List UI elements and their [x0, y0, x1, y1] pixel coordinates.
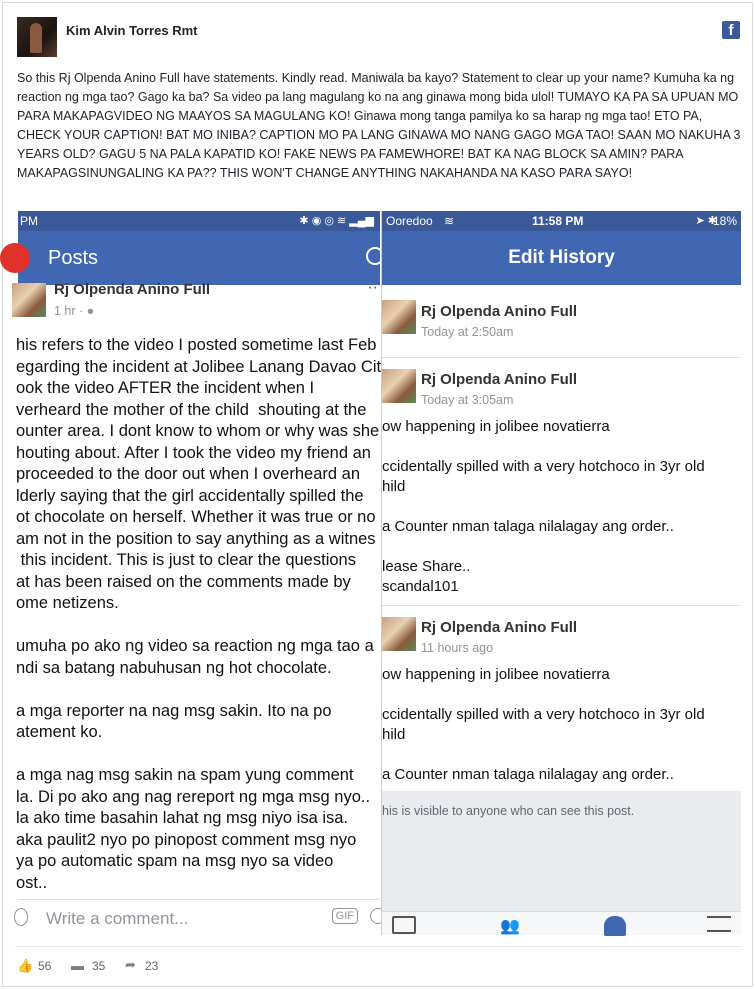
entry-time: Today at 3:05am — [421, 393, 514, 407]
entry-body: ow happening in jolibee novatierra ccidentally spilled with a very hotchoco in 3yr old hild a Counter nman talaga nilalagay ang order.. — [382, 666, 705, 783]
entry-author[interactable]: Rj Olpenda Anino Full — [421, 303, 578, 320]
wifi-icon: ≋ — [444, 214, 455, 228]
nav-bar — [382, 231, 741, 285]
status-icons: ✱ ◉ ◎ ≋ ▂▄▆ — [299, 215, 374, 227]
facebook-logo-icon[interactable]: f — [722, 21, 740, 39]
author-name[interactable]: Kim Alvin Torres Rmt — [66, 23, 198, 38]
entry-avatar[interactable] — [382, 300, 416, 334]
divider — [382, 605, 741, 606]
author-avatar[interactable] — [17, 17, 57, 57]
menu-icon[interactable] — [707, 916, 731, 932]
location-bluetooth-icon: ➤ ✱ — [695, 215, 717, 227]
nav-title: Edit History — [508, 247, 615, 268]
notifications-icon[interactable] — [604, 916, 626, 936]
tab-bar — [382, 911, 741, 935]
facebook-post-card — [2, 2, 753, 987]
share-count[interactable]: 23 — [145, 959, 159, 973]
entry-author[interactable]: Rj Olpenda Anino Full — [421, 619, 578, 636]
entry-avatar[interactable] — [382, 617, 416, 651]
post-body: his refers to the video I posted sometime last Feb egarding the incident at Jolibee Lanang Davao Cit ook the video AFTER the incident when I verheard the mother of the child shouting at the ounter area. I dont know to whom or why was she houting about. After I took the video my friend an proceeded to the door out when I overheard an lderly saying that the girl accidentally spilled the ot chocolate on herself. Whether it was true or no am not in the position to say anything as a witnes this incident. This is just to clear the questions at has been raised on the comments made by ome netizens. umuha po ako ng video sa reaction ng mga tao a ndi sa batang nabuhusan ng hot chocolate. a mga reporter na nag msg sakin. Ito na po atement ko. a mga nag msg sakin na spam yung comment la. Di po ako ang nag rereport ng mga msg nyo.. la ako time basahin lahat ng msg niyo isa isa. aka paulit2 nyo po pinopost comment msg nyo ya po automatic spam na msg nyo sa video ost.. — [16, 336, 382, 892]
poster-name[interactable]: Rj Olpenda Anino Full — [54, 281, 211, 298]
visibility-note: his is visible to anyone who can see this post. — [382, 804, 635, 818]
carrier: Ooredoo — [386, 214, 433, 228]
screenshot-posts — [18, 211, 380, 935]
post-time: 1 hr · ● — [54, 304, 95, 318]
status-bar — [18, 211, 380, 231]
entry-time: 11 hours ago — [421, 641, 494, 655]
status-time: PM — [20, 214, 38, 228]
poster-avatar[interactable] — [12, 283, 46, 317]
camera-icon[interactable] — [14, 908, 28, 926]
share-icon[interactable]: ➦ — [125, 957, 136, 972]
entry-body: ow happening in jolibee novatierra ccidentally spilled with a very hotchoco in 3yr old hild a Counter nman talaga nilalagay ang order.. lease Share.. scandal101 — [382, 418, 705, 595]
screenshot-edit-history — [381, 211, 741, 935]
post-caption: So this Rj Olpenda Anino Full have statements. Kindly read. Maniwala ba kayo? Statement to clear up your name? Kumuha ka ng reaction ng mga tao? Gago ka ba? Sa video pa lang magulang ko na ang ginawa mong bida ulol! TUMAYO KA PA SA UPUAN MO PARA MAKAPAGVIDEO NG MAAYOS SA MAGULANG KO! Ginawa mong tanga pamilya ko sa harap ng mga tao! ETO PA, CHECK YOUR CAPTION! BAT MO INIBA? CAPTION MO PA LANG GINAWA MO NANG GAGO MGA TAO! SAAN MO NAKUHA 3 YEARS OLD? GAGU 5 NA PALA KAPATID KO! FAKE NEWS PA FAMEWHORE! BAT KA NAG BLOCK SA AMIN? PARA MAKAPAGSINUNGALING KA PA?? THIS WON'T CHANGE ANYTHING NAKAHANDA NA KASO PARA SAYO! — [17, 71, 744, 180]
comment-icon[interactable]: ▬ — [71, 958, 84, 973]
comment-input[interactable]: Write a comment... — [46, 909, 189, 928]
footer-divider — [15, 946, 742, 947]
entry-avatar[interactable] — [382, 369, 416, 403]
comment-bar — [18, 899, 380, 935]
status-time: 11:58 PM — [532, 214, 584, 228]
gif-button[interactable]: GIF — [332, 908, 358, 924]
nav-bar — [18, 231, 380, 285]
status-bar — [382, 211, 741, 231]
like-count[interactable]: 56 — [38, 959, 52, 973]
entry-author[interactable]: Rj Olpenda Anino Full — [421, 371, 578, 388]
notification-dot-icon — [0, 243, 30, 273]
nav-title: Posts — [48, 247, 99, 269]
friends-icon[interactable]: 👥 — [500, 918, 520, 935]
divider — [382, 357, 741, 358]
more-options-icon[interactable]: ·· — [367, 279, 378, 296]
comment-count[interactable]: 35 — [92, 959, 106, 973]
news-feed-icon[interactable] — [392, 916, 416, 934]
battery: 18% — [712, 214, 737, 228]
post-header — [17, 17, 740, 59]
like-icon[interactable]: 👍 — [17, 958, 34, 973]
visibility-bar — [382, 791, 741, 911]
entry-time: Today at 2:50am — [421, 325, 514, 339]
